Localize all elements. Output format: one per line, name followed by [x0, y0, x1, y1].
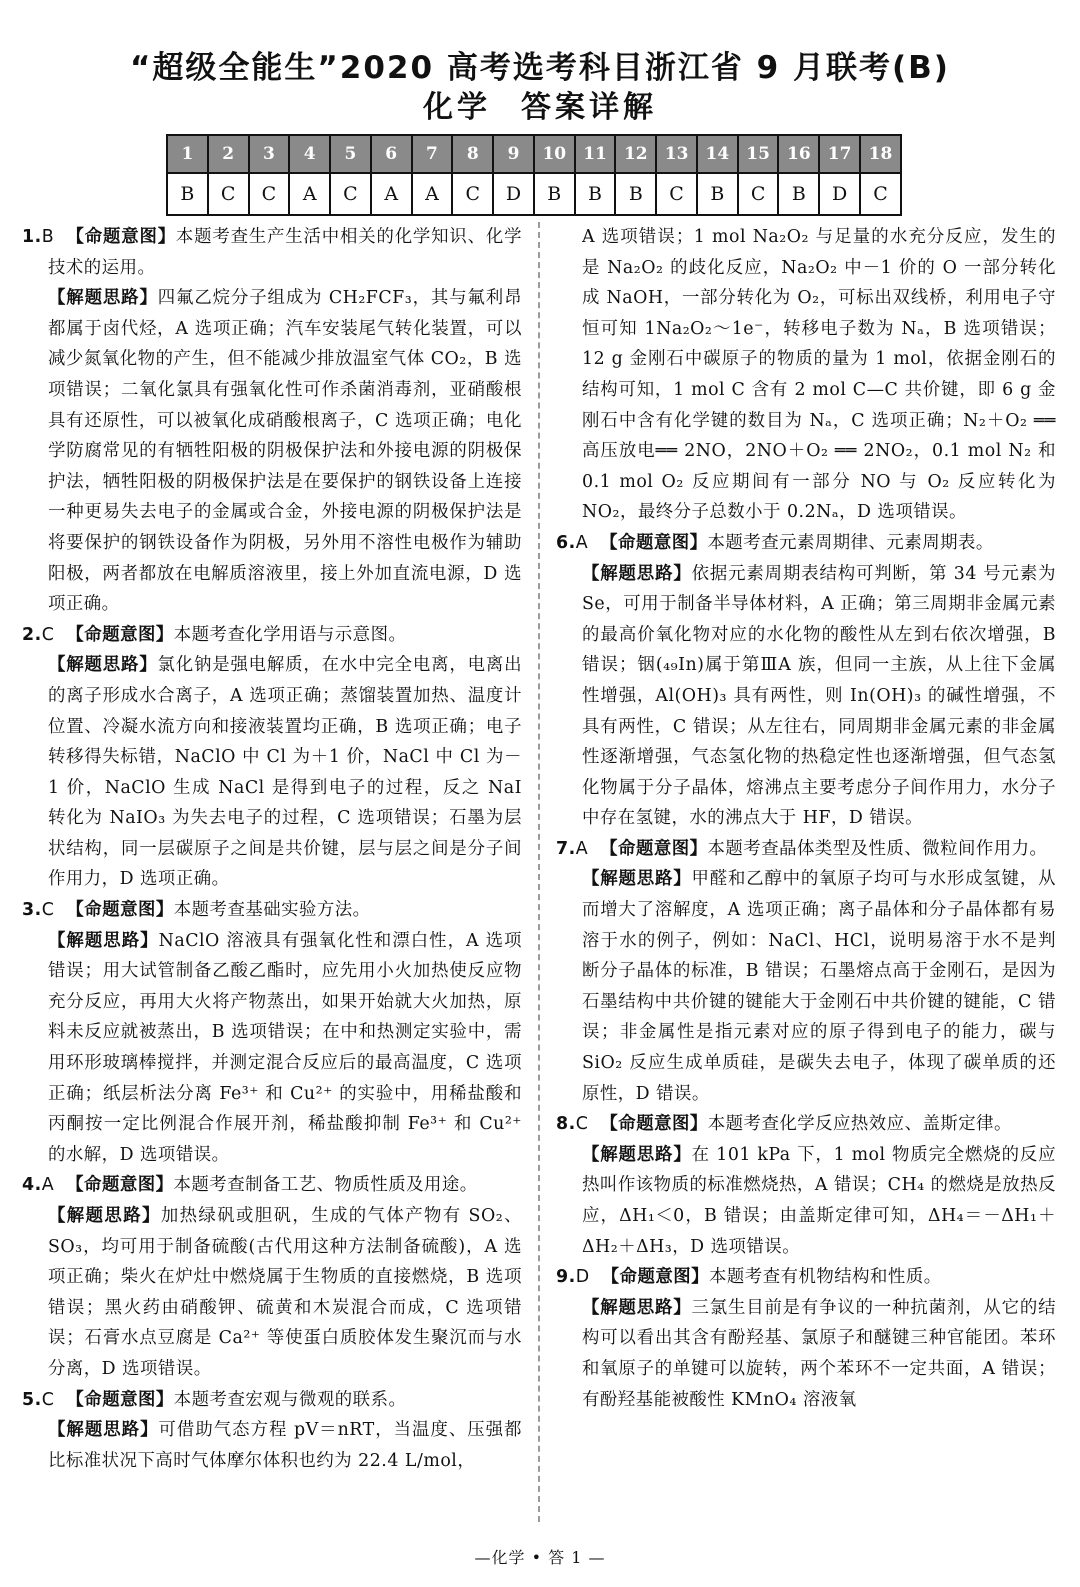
question-number-cell: 1: [167, 135, 208, 173]
answer-cell: C: [738, 173, 779, 215]
question-number-cell: 10: [534, 135, 575, 173]
answer-cell: A: [412, 173, 453, 215]
q6-approach: 【解题思路】依据元素周期表结构可判断，第 34 号元素为 Se，可用于制备半导体材料，A 正确；第三周期非金属元素的最高价氧化物对应的水化物的酸性从左到右依次增强，B 错误；铟(₄₉In)属于第ⅢA 族，但同一主族，从上往下金属性增强，Al(OH)₃ 具有两性，则 In(OH)₃ 的碱性增强，不具有两性，C 错误；从左往右，同周期非金属元素的非金属性逐渐增强，气态氢化物的热稳定性也逐渐增强，但气态氢化物属于分子晶体，熔沸点主要考虑分子间作用力，水分子中存在氢键，水的沸点大于 HF，D 错误。: [582, 563, 1056, 829]
q5-answer: C: [41, 1389, 55, 1410]
question-number-cell: 17: [819, 135, 860, 173]
doc-type-label: 答案详解: [521, 90, 657, 125]
question-number-cell: 4: [289, 135, 330, 173]
q4-approach: 【解题思路】加热绿矾或胆矾，生成的气体产物有 SO₂、SO₃，均可用于制备硫酸(古代用这种方法制备硫酸)，A 选项正确；柴火在炉灶中燃烧属于生物质的直接燃烧，B 选项错误；黑火药由硝酸钾、硫黄和木炭混合而成，C 选项错误；石膏水点豆腐是 Ca²⁺ 等使蛋白质胶体发生聚沉而与水分离，D 选项错误。: [48, 1206, 522, 1379]
answer-cell: B: [167, 173, 208, 215]
q5-intent: 5.C 【命题意图】本题考查宏观与微观的联系。: [22, 1389, 407, 1410]
page-footer: —化学 • 答 1 —: [474, 1548, 606, 1567]
q9-answer: D: [575, 1267, 590, 1288]
question-number-cell: 18: [860, 135, 901, 173]
answer-cell: C: [330, 173, 371, 215]
left-column: [22, 222, 522, 1476]
answer-cell: C: [860, 173, 901, 215]
q7-answer: A: [575, 838, 589, 859]
answer-cell: A: [371, 173, 412, 215]
answer-cell: C: [249, 173, 290, 215]
answer-cell: B: [778, 173, 819, 215]
q4-intent: 4.A 【命题意图】本题考查制备工艺、物质性质及用途。: [22, 1175, 478, 1196]
answer-row: [167, 173, 901, 215]
q6-answer: A: [575, 532, 589, 553]
q2-intent: 2.C 【命题意图】本题考查化学用语与示意图。: [22, 624, 407, 645]
q7-approach: 【解题思路】甲醛和乙醇中的氧原子均可与水形成氢键，从而增大了溶解度，A 选项正确；离子晶体和分子晶体都有易溶于水的例子，例如：NaCl、HCl，说明易溶于水不是判断分子晶体的标准，B 错误；石墨熔点高于金刚石，是因为石墨结构中共价键的键能大于金刚石中共价键的键能，C 错误；非金属性是指元素对应的原子得到电子的能力，碳与 SiO₂ 反应生成单质硅，是碳失去电子，体现了碳单质的还原性，D 错误。: [582, 869, 1056, 1104]
answer-cell: C: [452, 173, 493, 215]
answer-cell: D: [819, 173, 860, 215]
q9-approach: 【解题思路】三氯生目前是有争议的一种抗菌剂，从它的结构可以看出其含有酚羟基、氯原子和醚键三种官能团。苯环和氧原子的单键可以旋转，两个苯环不一定共面，A 错误；有酚羟基能被酸性 KMnO₄ 溶液氧: [582, 1297, 1056, 1410]
q6-intent: 6.A 【命题意图】本题考查元素周期律、元素周期表。: [556, 532, 994, 553]
question-number-cell: 14: [697, 135, 738, 173]
right-column: [556, 222, 1056, 1415]
q8-intent: 8.C 【命题意图】本题考查化学反应热效应、盖斯定律。: [556, 1114, 1012, 1135]
exam-subtitle: [0, 88, 1080, 128]
answer-cell: C: [656, 173, 697, 215]
q2-answer: C: [41, 624, 55, 645]
q1-intent: 1.B 【命题意图】本题考查生产生活中相关的化学知识、化学技术的运用。: [22, 227, 522, 278]
question-number-cell: 2: [208, 135, 249, 173]
answer-cell: B: [615, 173, 656, 215]
q8-answer: C: [575, 1114, 589, 1135]
question-number-row: [167, 135, 901, 173]
question-number-cell: 9: [493, 135, 534, 173]
column-divider: [538, 222, 540, 1522]
q7-intent: 7.A 【命题意图】本题考查晶体类型及性质、微粒间作用力。: [556, 838, 1048, 859]
question-number-cell: 15: [738, 135, 779, 173]
answer-key-table: [166, 134, 902, 216]
q3-approach: 【解题思路】NaClO 溶液具有强氧化性和漂白性，A 选项错误；用大试管制备乙酸乙酯时，应先用小火加热使反应物充分反应，再用大火将产物蒸出，如果开始就大火加热，原料未反应就被蒸出，B 选项错误；在中和热测定实验中，需用环形玻璃棒搅拌，并测定混合反应后的最高温度，C 选项正确；纸层析法分离 Fe³⁺ 和 Cu²⁺ 的实验中，用稀盐酸和丙酮按一定比例混合作展开剂，稀盐酸抑制 Fe³⁺ 和 Cu²⁺ 的水解，D 选项错误。: [48, 930, 522, 1165]
q1-approach: 【解题思路】四氟乙烷分子组成为 CH₂FCF₃，其与氟利昂都属于卤代烃，A 选项正确；汽车安装尾气转化装置，可以减少氮氧化物的产生，但不能减少排放温室气体 CO₂，B 选项错误；二氧化氯具有强氧化性可作杀菌消毒剂，亚硝酸根具有还原性，可以被氧化成硝酸根离子，C 选项正确；电化学防腐常见的有牺牲阳极的阴极保护法和外接电源的阴极保护法，牺牲阳极的阴极保护法是在要保护的钢铁设备上连接一种更易失去电子的金属或合金，外接电源的阴极保护法是将要保护的钢铁设备作为阴极，另外用不溶性电极作为辅助阳极，两者都放在电解质溶液里，接上外加直流电源，D 选项正确。: [48, 288, 522, 615]
answer-cell: D: [493, 173, 534, 215]
question-number-cell: 3: [249, 135, 290, 173]
answer-cell: B: [575, 173, 616, 215]
q4-answer: A: [41, 1175, 55, 1196]
question-number-cell: 16: [778, 135, 819, 173]
q5-approach: 【解题思路】可借助气态方程 pV＝nRT，当温度、压强都比标准状况下高时气体摩尔体积也约为 22.4 L/mol，: [48, 1420, 522, 1471]
q9-intent: 9.D 【命题意图】本题考查有机物结构和性质。: [556, 1267, 942, 1288]
q3-answer: C: [41, 900, 55, 921]
question-number-cell: 11: [575, 135, 616, 173]
q2-approach: 【解题思路】氯化钠是强电解质，在水中完全电离，电离出的离子形成水合离子，A 选项正确；蒸馏装置加热、温度计位置、冷凝水流方向和接液装置均正确，B 选项正确；电子转移得失标错，NaClO 中 Cl 为＋1 价，NaCl 中 Cl 为－1 价，NaClO 生成 NaCl 是得到电子的过程，反之 NaI 转化为 NaIO₃ 为失去电子的过程，C 选项错误；石墨为层状结构，同一层碳原子之间是共价键，层与层之间是分子间作用力，D 选项正确。: [48, 655, 522, 890]
answer-cell: A: [289, 173, 330, 215]
subject-label: 化学: [423, 90, 491, 125]
q8-approach: 【解题思路】在 101 kPa 下，1 mol 物质完全燃烧的反应热叫作该物质的标准燃烧热，A 错误；CH₄ 的燃烧是放热反应，ΔH₁＜0，B 错误；由盖斯定律可知，ΔH₄＝－ΔH₁＋ΔH₂＋ΔH₃，D 选项错误。: [582, 1144, 1056, 1257]
question-number-cell: 6: [371, 135, 412, 173]
question-number-cell: 5: [330, 135, 371, 173]
question-number-cell: 7: [412, 135, 453, 173]
question-number-cell: 13: [656, 135, 697, 173]
answer-cell: B: [697, 173, 738, 215]
question-number-cell: 8: [452, 135, 493, 173]
q1-answer: B: [41, 227, 55, 247]
answer-cell: B: [534, 173, 575, 215]
exam-title: “超级全能生”2020 高考选考科目浙江省 9 月联考(B): [130, 50, 950, 86]
question-number-cell: 12: [615, 135, 656, 173]
q3-intent: 3.C 【命题意图】本题考查基础实验方法。: [22, 900, 371, 921]
answer-cell: C: [208, 173, 249, 215]
q5-approach-continued: A 选项错误；1 mol Na₂O₂ 与足量的水充分反应，发生的是 Na₂O₂ 的歧化反应，Na₂O₂ 中－1 价的 O 一部分转化成 NaOH，一部分转化为 O₂，可标出双线桥，利用电子守恒可知 1Na₂O₂～1e⁻，转移电子数为 Nₐ，B 选项错误；12 g 金刚石中碳原子的物质的量为 1 mol，依据金刚石的结构可知，1 mol C 含有 2 mol C—C 共价键，即 6 g 金刚石中含有化学键的数目为 Nₐ，C 选项正确；N₂＋O₂ ══高压放电══ 2NO，2NO＋O₂ ══ 2NO₂，0.1 mol N₂ 和 0.1 mol O₂ 反应期间有一部分 NO 与 O₂ 反应转化为 NO₂，最终分子总数小于 0.2Nₐ，D 选项错误。: [582, 227, 1056, 523]
